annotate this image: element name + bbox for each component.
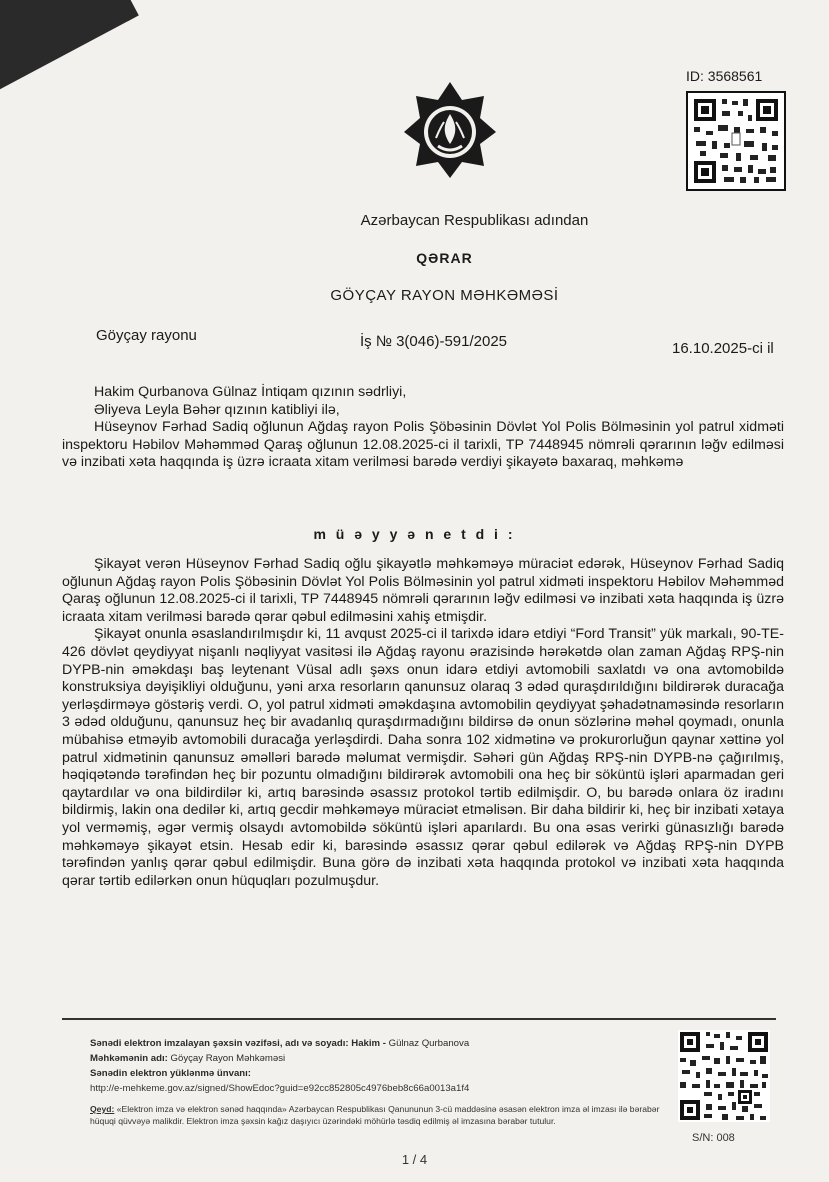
case-number: İş № 3(046)-591/2025: [360, 333, 508, 350]
note-text: «Elektron imza və elektron sənəd haqqında» Azərbaycan Respublikası Qanununun 3-cü maddəsinə əsasən elektron imza əl imzası ilə bərabər hüquqi qüvvəyə malikdir. Elektron imza şəxsin kağız daşıyıcı üzərindəki möhürlə təsdiq edilmiş əl imzasına bərabər tutulur.: [90, 1104, 660, 1126]
section-title: m ü ə y y ə n e t d i :: [313, 526, 516, 542]
court-name: Göyçay Rayon Məhkəməsi: [170, 1053, 286, 1064]
url-label: Sənədin elektron yüklənmə ünvanı:: [90, 1068, 252, 1079]
qr-code-bottom: [678, 1030, 770, 1122]
intro-line: Əliyeva Leyla Bəhər qızının katibliyi ilə,: [94, 401, 340, 418]
state-emblem-icon: [402, 80, 498, 180]
paragraph: Şikayət onunla əsaslandırılmışdır ki, 11 avqust 2025-ci il tarixdə idarə etdiyi “Ford Transit” yük markalı, 90-TE-426 dövlət qeydiyyat nişanlı nəqliyyat vasitəsi ilə Ağdaş rayonu ərazisində hərəkətdə olan zaman Ağdaş RPŞ-nin DYPB-nin əməkdaşı baş leytenant Vüsal adlı şəxs onun idarə etdiyi avtomobili saxlatdı və ona avtomobildə konstruksiya dəyişikliyi olduğunu, yəni arxa resorların qanunsuz olaraq 3 ədəd quraşdırıldığını bildirərək duracağa yerləşdirməyə göstəriş verdi. O, yol patrul xidməti əməkdaşına avtomobilin qeydiyyat şəhadətnaməsində resorların 3 ədəd olduğunu, qanunsuz heç bir avadanlıq quraşdırmadığını bildirsə də onun sözlərinə məhəl qoymadı, onunla mübahisə etməyib avtomobili duracağa yerləşdirdi. Daha sonra 102 xidmətinə və prokurorluğun qaynar xəttinə yol patrul xidmətinin qanunsuz əməlləri barədə məlumat vermişdir. Səhəri gün Ağdaş RPŞ-nin DYPB-nə çağırılmış, həqiqətəndə tərəfindən heç bir pozuntu olmadığını bildirərək avtomobili ona heç bir söküntü işləri aparmadan geri qaytardılar və ona bildirdilər ki, artıq barəsində əsassız protokol tərtib edilmişdir. O, bu barədə onlara öz iradını bildirmiş, lakin ona dedilər ki, artıq gecdir məhkəməyə müraciət etməlisən. Bir daha bildirir ki, heç bir inzibati xətaya yol verməmiş, əgər vermiş olsaydı avtomobildə söküntü işləri aparılardı. Bu ona əsas verirki günasızlığı barədə məhkəməyə şikayət etsin. Hesab edir ki, barəsində əsassız qərar qəbul edilərək və Ağdaş RPŞ-nin DYPB tərəfindən yanlış qərar qəbul edilmişdir. Buna görə də inzibati xəta haqqında protokol və inzibati xəta haqqında qərar tərtib edilərkən onun hüquqları pozulmuşdur.: [62, 626, 784, 889]
intro-block: [62, 384, 784, 472]
decision-date: 16.10.2025-ci il: [672, 340, 774, 357]
findings-block: [62, 556, 784, 890]
document-id: ID: 3568561: [686, 68, 763, 84]
legal-note: [90, 1104, 665, 1127]
intro-line: Hakim Qurbanova Gülnaz İntiqam qızının sədrliyi,: [94, 384, 407, 400]
signer-role: Hakim -: [351, 1038, 386, 1049]
e-signature-info: [90, 1036, 650, 1096]
qr-code-top: [686, 91, 786, 191]
serial-number: S/N: 008: [692, 1132, 735, 1144]
intro-line: Hüseynov Fərhad Sadiq oğlunun Ağdaş rayon Polis Şöbəsinin Dövlət Yol Polis Bölməsinin yol patrul xidməti inspektoru Həbilov Məhəmməd Qaraş oğlunun 12.08.2025-ci il tarixli, TP 7448945 nömrəli qərarının ləğv edilməsi və inzibati xəta haqqında iş üzrə icraata xitam verilməsi barədə verdiyi şikayətə baxaraq, məhkəmə: [62, 419, 784, 471]
footer-divider: [62, 1018, 776, 1020]
court-label: Məhkəmənin adı:: [90, 1053, 168, 1064]
header-on-behalf: Azərbaycan Respublikası adından: [360, 212, 589, 229]
paragraph: Şikayət verən Hüseynov Fərhad Sadiq oğlu şikayətlə məhkəməyə müraciət edərək, Hüseynov Fərhad Sadiq oğlunun Ağdaş rayon Polis Şöbəsinin Dövlət Yol Polis Bölməsinin yol patrul xidməti inspektoru Həbilov Məhəmməd Qaraş oğlunun 12.08.2025-ci il tarixli, TP 7448945 nömrəli qərarının ləğv edilməsi və inzibati xəta haqqında iş üzrə icraata xitam verilməsi barədə qərar qəbul edilməsini xahiş etmişdir.: [62, 556, 784, 625]
page-number: 1 / 4: [401, 1152, 428, 1167]
location: Göyçay rayonu: [96, 327, 197, 344]
court-name-header: GÖYÇAY RAYON MƏHKƏMƏSİ: [330, 287, 559, 304]
document-url[interactable]: http://e-mehkeme.gov.az/signed/ShowEdoc?guid=e92cc852805c4976beb8c66a0013a1f4: [90, 1083, 470, 1094]
document-title: QƏRAR: [416, 250, 473, 266]
photo-shadow: [0, 0, 139, 91]
signer-label: Sənədi elektron imzalayan şəxsin vəzifəsi, adı və soyadı:: [90, 1038, 349, 1049]
signer-name: Gülnaz Qurbanova: [388, 1038, 470, 1049]
note-label: Qeyd:: [90, 1104, 115, 1114]
